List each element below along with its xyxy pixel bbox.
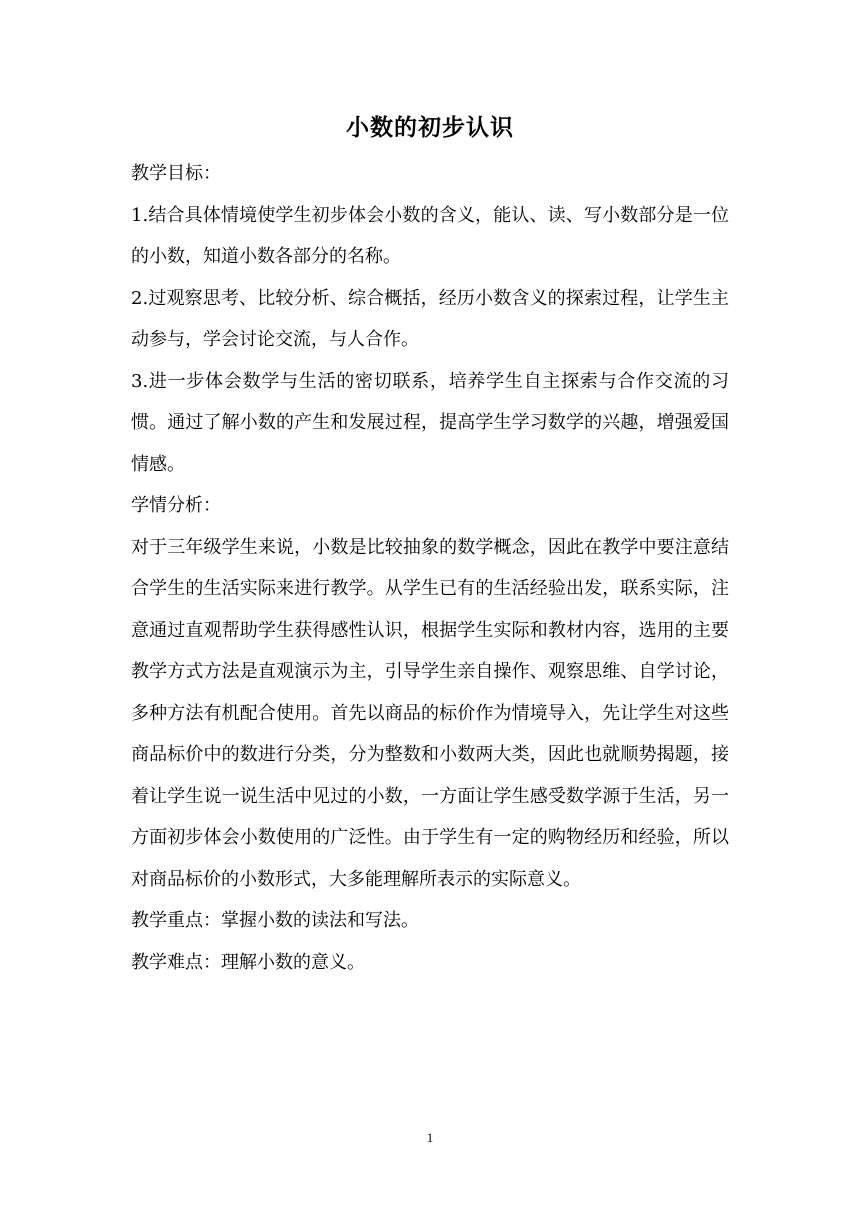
page-number: 1 [426,1130,434,1145]
section-heading-learning-analysis: 学情分析： [131,495,221,516]
document-body [131,153,729,983]
goal-item-1: 1.结合具体情境使学生初步体会小数的含义，能认、读、写小数部分是一位的小数，知道小数各部分的名称。 [131,204,729,267]
teaching-key-point: 教学重点：掌握小数的读法和写法。 [131,910,419,931]
section-heading-teaching-goals: 教学目标： [131,163,221,184]
goal-item-3: 3.进一步体会数学与生活的密切联系，培养学生自主探索与合作交流的习惯。通过了解小数的产生和发展过程，提高学生学习数学的兴趣，增强爱国情感。 [131,370,729,475]
teaching-difficulty: 教学难点：理解小数的意义。 [131,951,365,973]
goal-item-2: 2.过观察思考、比较分析、综合概括，经历小数含义的探索过程，让学生主动参与，学会讨论交流，与人合作。 [131,287,729,350]
document-title: 小数的初步认识 [346,115,514,141]
learning-analysis-paragraph: 对于三年级学生来说，小数是比较抽象的数学概念，因此在教学中要注意结合学生的生活实际来进行教学。从学生已有的生活经验出发，联系实际，注意通过直观帮助学生获得感性认识，根据学生实际和教材内容，选用的主要教学方式方法是直观演示为主，引导学生亲自操作、观察思维、自学讨论，多种方法有机配合使用。首先以商品的标价作为情境导入，先让学生对这些商品标价中的数进行分类，分为整数和小数两大类，因此也就顺势揭题，接着让学生说一说生活中见过的小数，一方面让学生感受数学源于生活，另一方面初步体会小数使用的广泛性。由于学生有一定的购物经历和经验，所以对商品标价的小数形式，大多能理解所表示的实际意义。 [131,536,729,890]
